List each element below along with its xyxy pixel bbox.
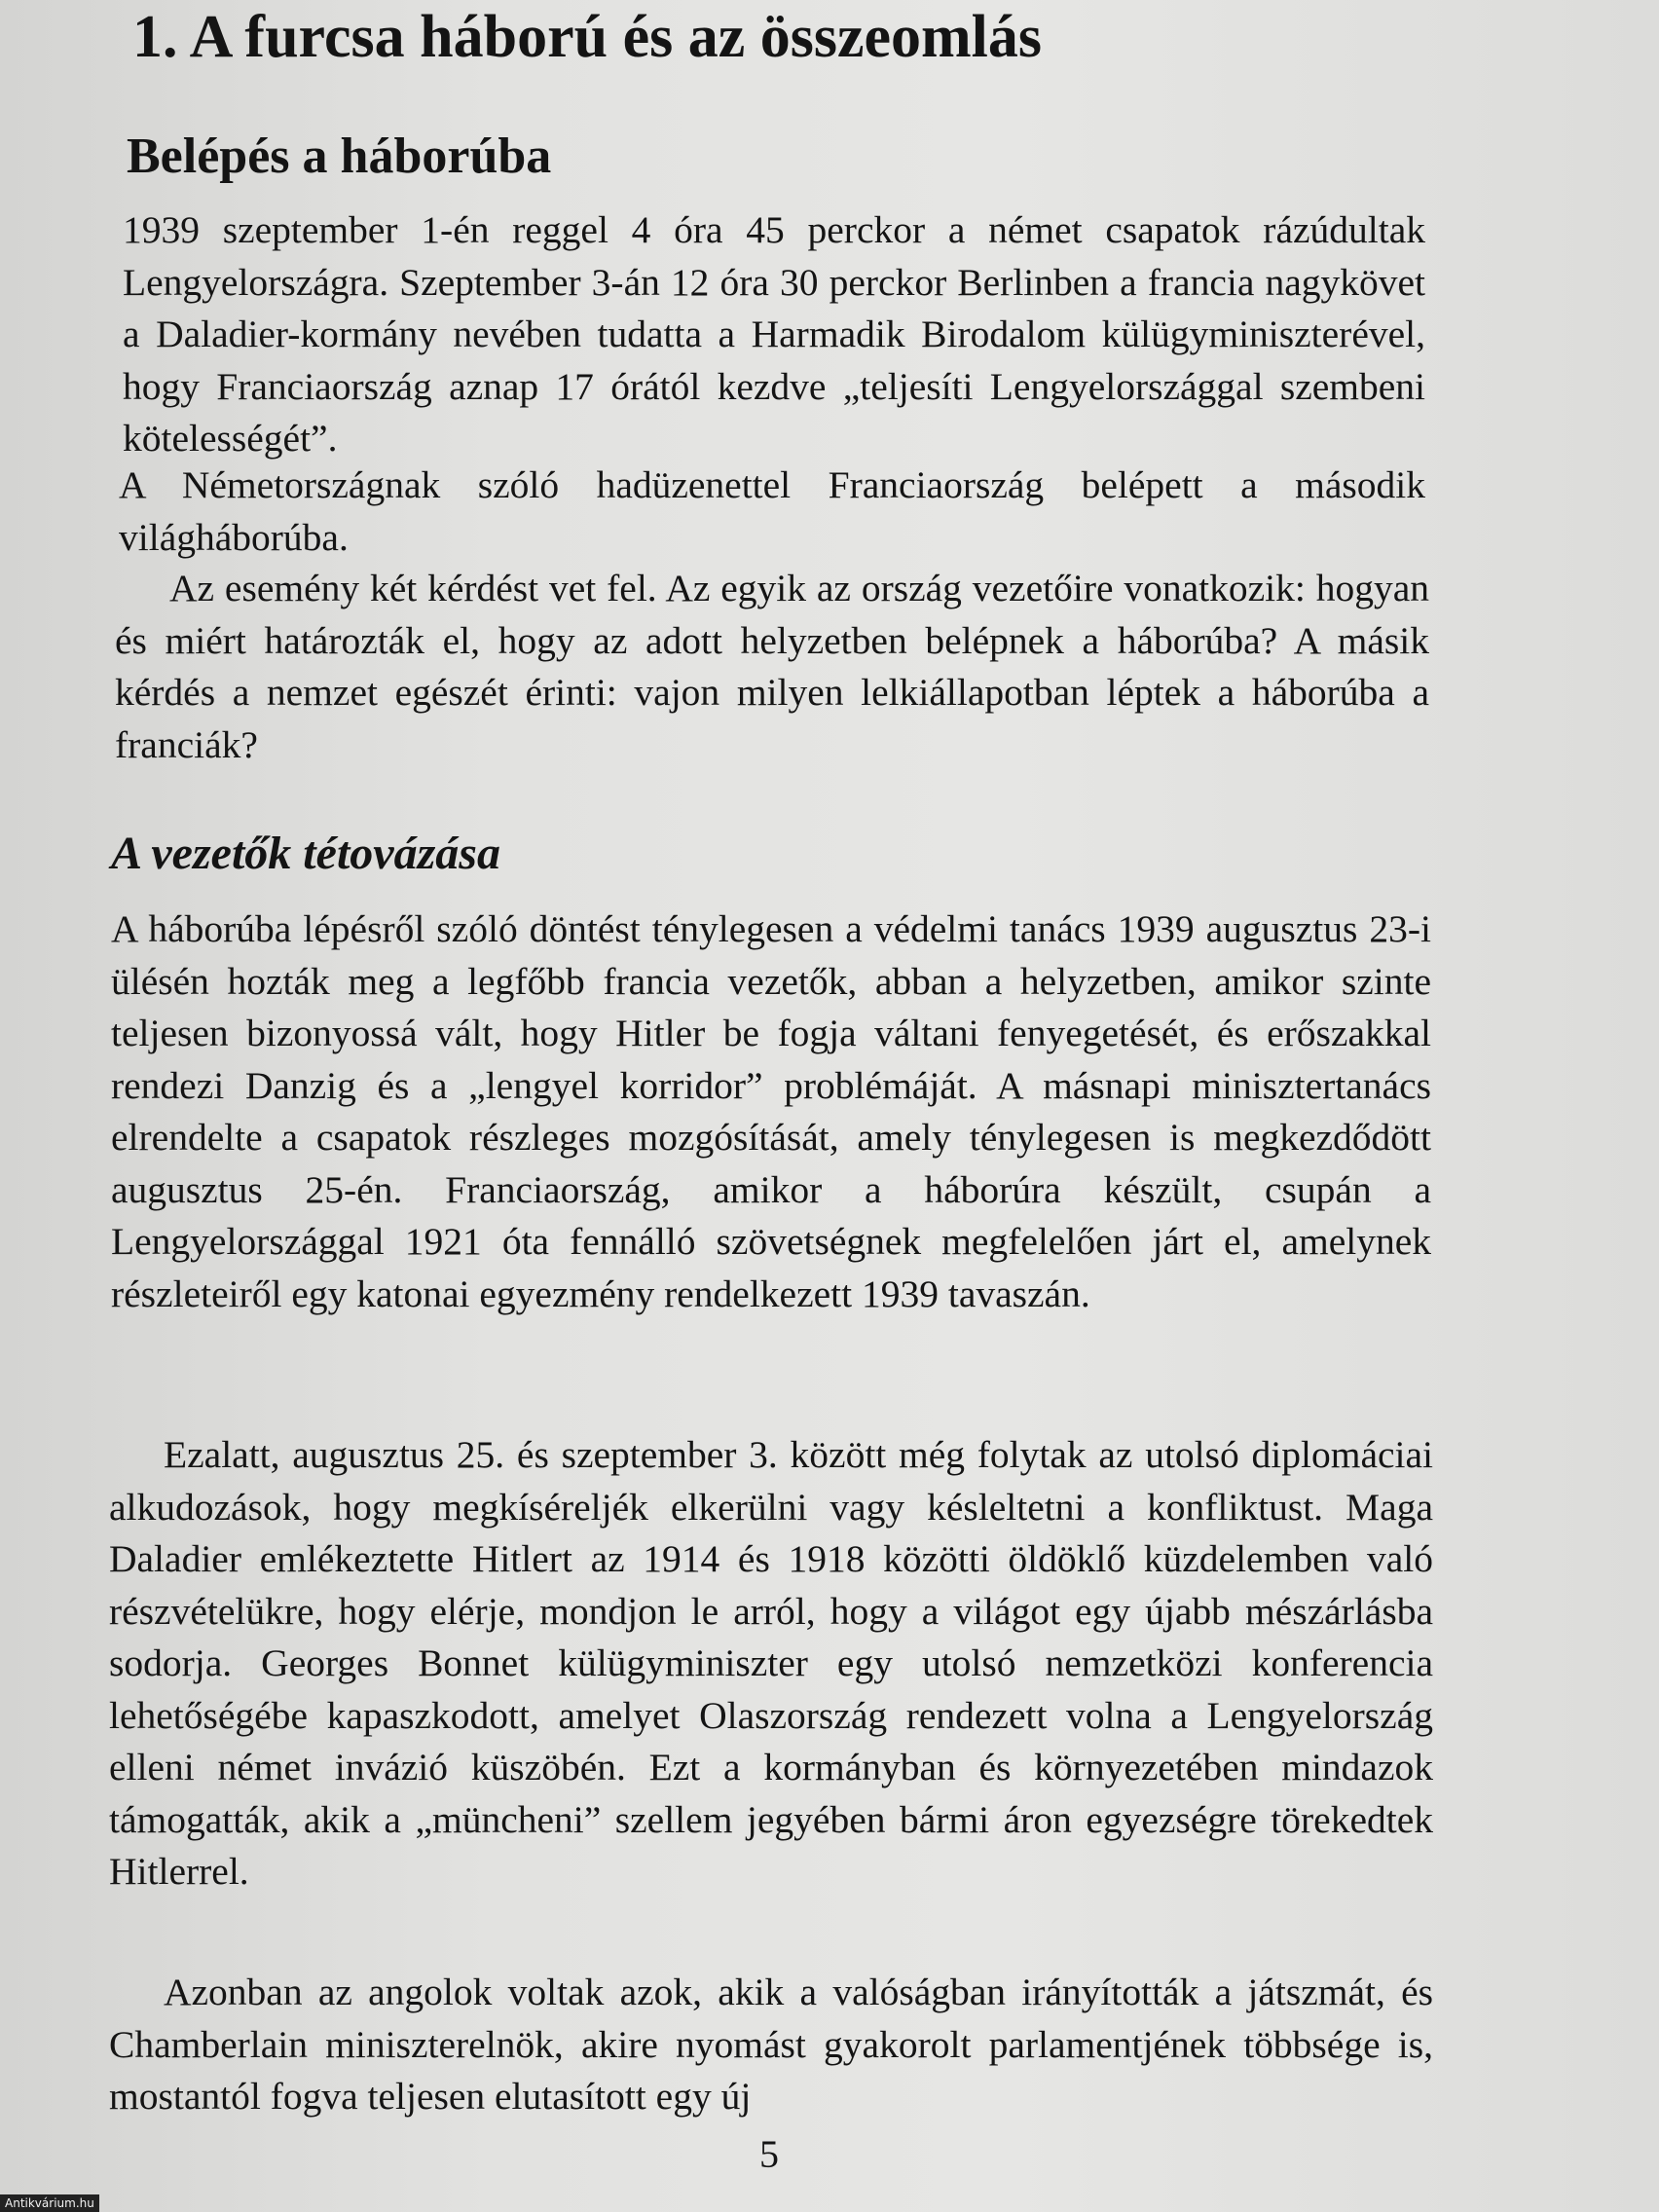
paragraph: A Németországnak szóló hadüzenettel Franciaország belépett a második világháborúba.: [119, 463, 1425, 559]
page-number: 5: [759, 2132, 779, 2176]
chapter-title: 1. A furcsa háború és az összeomlás: [132, 4, 1043, 70]
paragraph: Azonban az angolok voltak azok, akik a valóságban irányították a játszmát, és Chamberlain miniszterelnök, akire nyomást gyakorolt parlamentjének többsége is, mostantól fogva teljesen elutasított egy új: [109, 1971, 1433, 2118]
paragraph: Ezalatt, augusztus 25. és szeptember 3. között még folytak az utolsó diplomáciai alkudozások, hogy megkíséreljék elkerülni vagy késleltetni a konfliktust. Maga Daladier emlékeztette Hitlert az 1914 és 1918 közötti öldöklő küzdelemben való részvételükre, hogy elérje, mondjon le arról, hogy a világot egy újabb mészárlásba sodorja. Georges Bonnet külügyminiszter egy utolsó nemzetközi konferencia lehetőségébe kapaszkodott, amelyet Olaszország rendezett volna a Lengyelország elleni német invázió küszöbén. Ezt a kormányban és környezetében mindazok támogatták, akik a „müncheni” szellem jegyében bármi áron egyezségre törekedtek Hitlerrel.: [109, 1433, 1433, 1893]
paragraph: 1939 szeptember 1-én reggel 4 óra 45 perckor a német csapatok rázúdultak Lengyelországra. Szeptember 3-án 12 óra 30 perckor Berlinben a francia nagykövet a Daladier-kormány nevében tudatta a Harmadik Birodalom külügyminiszterével, hogy Franciaország aznap 17 órától kezdve „teljesíti Lengyelországgal szembeni kötelességét”.: [123, 208, 1425, 460]
watermark-label: Antikvárium.hu: [0, 2194, 99, 2212]
paragraph: Az esemény két kérdést vet fel. Az egyik az ország vezetőire vonatkozik: hogyan és miért határozták el, hogy az adott helyzetben belépnek a háborúba? A másik kérdés a nemzet egészét érinti: vajon milyen lelkiállapotban léptek a háborúba a franciák?: [115, 567, 1429, 766]
section-title: Belépés a háborúba: [127, 129, 552, 184]
paragraph: A háborúba lépésről szóló döntést ténylegesen a védelmi tanács 1939 augusztus 23-i ülésén hozták meg a legfőbb francia vezetők, abban a helyzetben, amikor szinte teljesen bizonyossá vált, hogy Hitler be fogja váltani fenyegetését, és erőszakkal rendezi Danzig és a „lengyel korridor” problémáját. A másnapi minisztertanács elrendelte a csapatok részleges mozgósítását, amely ténylegesen is megkezdődött augusztus 25-én. Franciaország, amikor a háborúra készült, csupán a Lengyelországgal 1921 óta fennálló szövetségnek megfelelően járt el, amelynek részleteiről egy katonai egyezmény rendelkezett 1939 tavaszán.: [111, 907, 1431, 1315]
subsection-title: A vezetők tétovázása: [111, 828, 500, 879]
margin-mark: [1534, 771, 1538, 792]
